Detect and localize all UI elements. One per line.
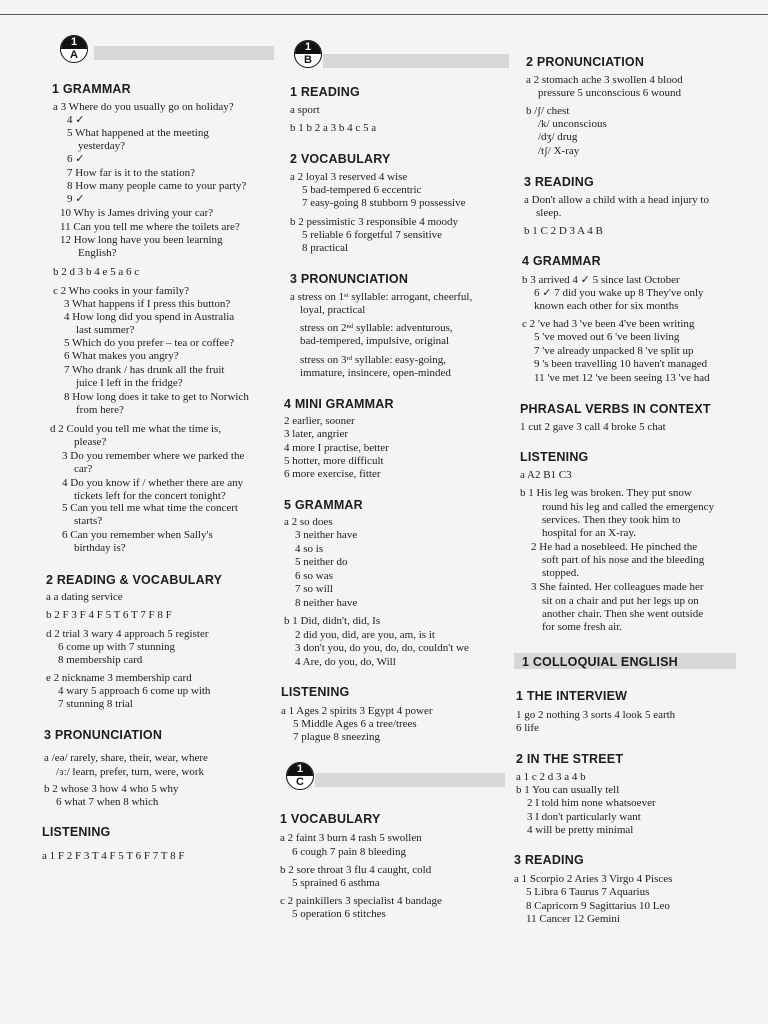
section-heading: 2 VOCABULARY: [290, 152, 391, 166]
answer-line: a 2 stomach ache 3 swollen 4 blood: [526, 74, 683, 86]
answer-line: 2 I told him none whatsoever: [527, 797, 656, 809]
answer-line: another chair. Then she went outside: [542, 608, 704, 620]
answer-line: 1 go 2 nothing 3 sorts 4 look 5 earth: [516, 709, 676, 721]
section-1b-number: 1: [295, 41, 321, 54]
section-heading: 3 PRONUNCIATION: [290, 272, 409, 286]
answer-line: 8 neither have: [295, 597, 358, 609]
section-1c-badge: [286, 762, 314, 790]
answer-line: bad-tempered, impulsive, original: [300, 335, 450, 347]
section-heading: 3 PRONUNCIATION: [44, 728, 163, 742]
answer-line: a a dating service: [46, 591, 123, 603]
answer-line: 3 later, angrier: [284, 428, 348, 440]
answer-line: juice I left in the fridge?: [76, 377, 183, 389]
answer-line: b 2 sore throat 3 flu 4 caught, cold: [280, 864, 432, 876]
answer-line: 9 ✓: [67, 193, 85, 205]
answer-line: 8 membership card: [58, 654, 143, 666]
answer-line: 5 've moved out 6 've been living: [534, 331, 680, 343]
answer-line: /ɜː/ learn, prefer, turn, were, work: [56, 766, 205, 778]
answer-line: 7 so will: [295, 583, 333, 595]
answer-line: b 1 C 2 D 3 A 4 B: [524, 225, 603, 237]
answer-line: 6 ✓: [67, 153, 85, 165]
answer-line: sit on a chair and put her legs up on: [542, 595, 699, 607]
section-heading: 4 GRAMMAR: [522, 254, 601, 268]
answer-line: 1 cut 2 gave 3 call 4 broke 5 chat: [520, 421, 666, 433]
answer-line: b 2 whose 3 how 4 who 5 why: [44, 783, 179, 795]
answer-line: 5 What happened at the meeting: [67, 127, 209, 139]
answer-line: pressure 5 unconscious 6 wound: [538, 87, 681, 99]
answer-line: 4 so is: [295, 543, 324, 555]
answer-line: 7 Who drank / has drunk all the fruit: [64, 364, 225, 376]
answer-line: for some fresh air.: [542, 621, 623, 633]
section-1a-letter: A: [70, 49, 78, 61]
answer-line: 6 What makes you angry?: [64, 350, 179, 362]
answer-line: 5 neither do: [295, 556, 348, 568]
answer-line: 6 so was: [295, 570, 333, 582]
section-heading: 1 GRAMMAR: [52, 82, 131, 96]
section-1c-letter: C: [296, 776, 304, 788]
answer-line: sleep.: [536, 207, 562, 219]
answer-line: b 1 Did, didn't, did, Is: [284, 615, 381, 627]
answer-line: b 3 arrived 4 ✓ 5 since last October: [522, 274, 680, 286]
answer-line: a 1 Scorpio 2 Aries 3 Virgo 4 Pisces: [514, 873, 673, 885]
answer-line: 6 ✓ 7 did you wake up 8 They've only: [534, 287, 704, 299]
section-heading: 2 READING & VOCABULARY: [46, 573, 223, 587]
answer-line: 7 've already unpacked 8 've split up: [534, 345, 694, 357]
answer-line: stopped.: [542, 567, 579, 579]
answer-line: 11 Cancer 12 Gemini: [526, 913, 620, 925]
answer-line: 8 How long does it take to get to Norwich: [64, 391, 249, 403]
answer-line: a 1 Ages 2 spirits 3 Egypt 4 power: [281, 705, 433, 717]
answer-line: 4 will be pretty minimal: [527, 824, 634, 836]
answer-line: b 1 b 2 a 3 b 4 c 5 a: [290, 122, 377, 134]
answer-line: 5 sprained 6 asthma: [292, 877, 380, 889]
answer-line: 9 's been travelling 10 haven't managed: [534, 358, 708, 370]
section-heading: 3 READING: [514, 853, 584, 867]
answer-line: a A2 B1 C3: [520, 469, 572, 481]
answer-line: a 1 F 2 F 3 T 4 F 5 T 6 F 7 T 8 F: [42, 850, 185, 862]
answer-line: 3 She fainted. Her colleagues made her: [531, 581, 704, 593]
section-1c-band: [315, 773, 505, 787]
answer-line: 5 Which do you prefer – tea or coffee?: [64, 337, 235, 349]
answer-line: services. Then they took him to: [542, 514, 681, 526]
answer-line: 6 Can you remember when Sally's: [62, 529, 213, 541]
answer-line: car?: [74, 463, 93, 475]
answer-line: hospital for an X-ray.: [542, 527, 636, 539]
answer-line: 7 plague 8 sneezing: [293, 731, 381, 743]
answer-line: e 2 nickname 3 membership card: [46, 672, 192, 684]
answer-line: birthday is?: [74, 542, 126, 554]
section-1a-badge: [60, 35, 88, 63]
answer-line: 4 Do you know if / whether there are any: [62, 477, 244, 489]
answer-line: a Don't allow a child with a head injury to: [524, 194, 709, 206]
answer-line: a stress on 1ˢᵗ syllable: arrogant, cheerful,: [290, 291, 473, 303]
answer-line: 6 more exercise, fitter: [284, 468, 381, 480]
answer-line: 3 What happens if I press this button?: [64, 298, 231, 310]
answer-line: 11 Can you tell me where the toilets are?: [60, 221, 240, 233]
answer-line: 7 easy-going 8 stubborn 9 possessive: [302, 197, 466, 209]
section-heading: 5 GRAMMAR: [284, 498, 363, 512]
section-heading: 4 MINI GRAMMAR: [284, 397, 394, 411]
answer-line: b 2 F 3 F 4 F 5 T 6 T 7 F 8 F: [46, 609, 172, 621]
answer-line: from here?: [76, 404, 124, 416]
answer-line: a 2 faint 3 burn 4 rash 5 swollen: [280, 832, 422, 844]
answer-line: 5 operation 6 stitches: [292, 908, 386, 920]
answer-line: d 2 trial 3 wary 4 approach 5 register: [46, 628, 209, 640]
answer-line: 5 reliable 6 forgetful 7 sensitive: [302, 229, 443, 241]
answer-line: c 2 painkillers 3 specialist 4 bandage: [280, 895, 442, 907]
answer-line: 5 Can you tell me what time the concert: [62, 502, 238, 514]
answer-line: a 1 c 2 d 3 a 4 b: [516, 771, 586, 783]
answer-line: 3 I don't particularly want: [527, 811, 641, 823]
answer-line: /dʒ/ drug: [538, 131, 578, 143]
answer-line: 2 did you, did, are you, am, is it: [295, 629, 435, 641]
answer-line: a sport: [290, 104, 320, 116]
top-rule: [0, 14, 768, 15]
answer-line: loyal, practical: [300, 304, 366, 316]
section-heading: 1 VOCABULARY: [280, 812, 381, 826]
answer-line: tickets left for the concert tonight?: [74, 490, 226, 502]
answer-line: c 2 Who cooks in your family?: [53, 285, 190, 297]
answer-line: a 2 so does: [284, 516, 333, 528]
answer-line: immature, insincere, open-minded: [300, 367, 451, 379]
section-1a-number: 1: [61, 36, 87, 49]
answer-line: 3 neither have: [295, 529, 358, 541]
answer-line: English?: [78, 247, 117, 259]
answer-line: b /ʃ/ chest: [526, 105, 570, 117]
answer-line: a /eə/ rarely, share, their, wear, where: [44, 752, 208, 764]
answer-line: 8 Capricorn 9 Sagittarius 10 Leo: [526, 900, 670, 912]
section-heading: 2 IN THE STREET: [516, 752, 624, 766]
answer-line: c 2 've had 3 've been 4've been writing: [522, 318, 695, 330]
section-heading: LISTENING: [520, 450, 589, 464]
section-heading: 1 READING: [290, 85, 360, 99]
answer-line: 8 How many people came to your party?: [67, 180, 247, 192]
answer-line: b 1 His leg was broken. They put snow: [520, 487, 692, 499]
section-1b-badge: [294, 40, 322, 68]
answer-line: a 2 loyal 3 reserved 4 wise: [290, 171, 408, 183]
answer-line: 8 practical: [302, 242, 349, 254]
answer-line: 5 hotter, more difficult: [284, 455, 384, 467]
answer-line: 6 what 7 when 8 which: [56, 796, 159, 808]
section-heading: PHRASAL VERBS IN CONTEXT: [520, 402, 711, 416]
answer-line: 11 've met 12 've been seeing 13 've had: [534, 372, 710, 384]
answer-line: round his leg and called the emergency: [542, 501, 715, 513]
answer-line: /tʃ/ X-ray: [538, 145, 580, 157]
answer-line: 12 How long have you been learning: [60, 234, 223, 246]
section-1c-number: 1: [287, 763, 313, 776]
answer-line: 10 Why is James driving your car?: [60, 207, 214, 219]
section-1b-band: [323, 54, 509, 68]
answer-line: 3 don't you, do you, do, do, couldn't we: [295, 642, 469, 654]
answer-line: 4 ✓: [67, 114, 85, 126]
answer-line: 6 cough 7 pain 8 bleeding: [292, 846, 406, 858]
answer-line: soft part of his nose and the bleeding: [542, 554, 705, 566]
section-heading: 3 READING: [524, 175, 594, 189]
section-heading: LISTENING: [42, 825, 111, 839]
section-1a-band: [94, 46, 274, 60]
answer-line: 7 stunning 8 trial: [58, 698, 133, 710]
answer-line: 4 more I practise, better: [284, 442, 389, 454]
answer-line: /k/ unconscious: [538, 118, 607, 130]
answer-line: known each other for six months: [534, 300, 679, 312]
answer-line: stress on 3ʳᵈ syllable: easy-going,: [300, 354, 447, 366]
answer-line: 4 wary 5 approach 6 come up with: [58, 685, 211, 697]
section-heading: 2 PRONUNCIATION: [526, 55, 645, 69]
section-heading: 1 THE INTERVIEW: [516, 689, 628, 703]
answer-line: 7 How far is it to the station?: [67, 167, 196, 179]
answer-line: 5 Libra 6 Taurus 7 Aquarius: [526, 886, 650, 898]
answer-line: 2 earlier, sooner: [284, 415, 355, 427]
answer-line: b 1 You can usually tell: [516, 784, 620, 796]
answer-line: 5 bad-tempered 6 eccentric: [302, 184, 422, 196]
answer-line: 2 He had a nosebleed. He pinched the: [531, 541, 698, 553]
answer-line: yesterday?: [78, 140, 126, 152]
answer-line: 4 How long did you spend in Australia: [64, 311, 235, 323]
answer-line: 5 Middle Ages 6 a tree/trees: [293, 718, 417, 730]
answer-line: last summer?: [76, 324, 135, 336]
section-heading: LISTENING: [281, 685, 350, 699]
answer-line: starts?: [74, 515, 103, 527]
section-1b-letter: B: [304, 54, 312, 66]
answer-line: b 2 d 3 b 4 e 5 a 6 c: [53, 266, 140, 278]
answer-line: d 2 Could you tell me what the time is,: [50, 423, 222, 435]
answer-line: please?: [74, 436, 107, 448]
answer-line: 6 come up with 7 stunning: [58, 641, 176, 653]
answer-line: 4 Are, do you, do, Will: [295, 656, 396, 668]
answer-line: 3 Do you remember where we parked the: [62, 450, 245, 462]
answer-line: stress on 2ⁿᵈ syllable: adventurous,: [300, 322, 453, 334]
answer-line: 6 life: [516, 722, 539, 734]
answer-line: a 3 Where do you usually go on holiday?: [53, 101, 234, 113]
colloquial-english-heading: 1 COLLOQUIAL ENGLISH: [522, 655, 678, 669]
answer-line: b 2 pessimistic 3 responsible 4 moody: [290, 216, 459, 228]
